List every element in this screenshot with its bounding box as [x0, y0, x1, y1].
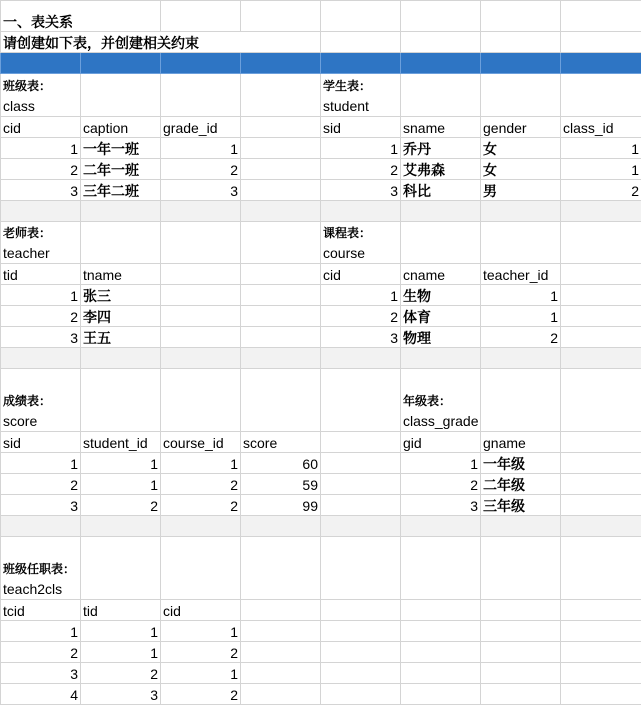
data-cell[interactable]: 99 — [241, 495, 321, 516]
caption-en: student — [323, 96, 398, 116]
data-cell[interactable]: 科比 — [401, 180, 481, 201]
data-cell[interactable]: 1 — [161, 663, 241, 684]
data-cell[interactable]: 男 — [481, 180, 561, 201]
cell[interactable] — [241, 684, 321, 705]
cell[interactable] — [561, 369, 641, 432]
cell[interactable] — [561, 222, 641, 264]
cell[interactable] — [241, 117, 321, 138]
caption-cn: 年级表： — [403, 391, 478, 411]
header-cell[interactable]: tid — [81, 600, 161, 621]
data-cell[interactable]: 1 — [161, 138, 241, 159]
data-cell[interactable]: 2 — [161, 159, 241, 180]
header-cell[interactable]: tid — [1, 264, 81, 285]
data-cell[interactable]: 1 — [161, 621, 241, 642]
cell[interactable] — [321, 684, 401, 705]
cell[interactable] — [241, 516, 321, 537]
header-cell[interactable]: grade_id — [161, 117, 241, 138]
cell[interactable] — [161, 74, 241, 117]
cell[interactable] — [481, 369, 561, 432]
blue-band-cell — [161, 53, 241, 74]
blue-band-cell — [321, 53, 401, 74]
cell[interactable] — [561, 516, 641, 537]
data-cell[interactable]: 1 — [81, 474, 161, 495]
cell[interactable] — [401, 348, 481, 369]
header-cell[interactable]: course_id — [161, 432, 241, 453]
cell[interactable] — [401, 1, 481, 32]
data-cell[interactable]: 2 — [561, 180, 641, 201]
cell[interactable] — [81, 516, 161, 537]
data-cell[interactable]: 1 — [81, 621, 161, 642]
data-cell[interactable]: 1 — [1, 621, 81, 642]
cell[interactable] — [561, 537, 641, 600]
data-cell[interactable]: 1 — [81, 453, 161, 474]
data-cell[interactable]: 3 — [1, 180, 81, 201]
data-cell[interactable]: 2 — [321, 306, 401, 327]
data-cell[interactable]: 乔丹 — [401, 138, 481, 159]
data-cell[interactable]: 1 — [561, 138, 641, 159]
header-cell[interactable]: caption — [81, 117, 161, 138]
cell[interactable] — [561, 201, 641, 222]
cell[interactable] — [241, 180, 321, 201]
data-cell[interactable]: 2 — [161, 495, 241, 516]
caption-en: score — [3, 411, 78, 431]
data-cell[interactable]: 1 — [1, 285, 81, 306]
cell[interactable] — [321, 369, 401, 432]
course-table-caption — [321, 222, 401, 264]
cell[interactable] — [561, 74, 641, 117]
caption-en: teacher — [3, 243, 78, 263]
cell[interactable] — [161, 264, 241, 285]
data-cell[interactable]: 3 — [1, 327, 81, 348]
caption-cn: 成绩表： — [3, 391, 78, 411]
blue-band-cell — [81, 53, 161, 74]
cell[interactable] — [561, 495, 641, 516]
cell[interactable] — [321, 495, 401, 516]
cell[interactable] — [1, 516, 81, 537]
cell[interactable] — [241, 74, 321, 117]
cell[interactable] — [401, 537, 481, 600]
header-cell[interactable]: teacher_id — [481, 264, 561, 285]
cell[interactable] — [241, 642, 321, 663]
blue-band-cell — [1, 53, 81, 74]
cell[interactable] — [561, 32, 641, 53]
cell[interactable] — [241, 306, 321, 327]
data-cell[interactable]: 女 — [481, 138, 561, 159]
cell[interactable] — [401, 74, 481, 117]
header-cell[interactable]: tname — [81, 264, 161, 285]
cell[interactable] — [81, 369, 161, 432]
grade-table-caption — [401, 369, 481, 432]
header-cell[interactable]: class_id — [561, 117, 641, 138]
data-cell[interactable]: 生物 — [401, 285, 481, 306]
caption-cn: 老师表： — [3, 223, 78, 243]
blue-band-cell — [561, 53, 641, 74]
header-cell[interactable]: gender — [481, 117, 561, 138]
cell[interactable] — [561, 453, 641, 474]
header-cell[interactable]: tcid — [1, 600, 81, 621]
cell[interactable] — [561, 306, 641, 327]
cell[interactable] — [161, 1, 241, 32]
data-cell[interactable]: 1 — [1, 453, 81, 474]
data-cell[interactable]: 1 — [161, 453, 241, 474]
data-cell[interactable]: 3 — [321, 180, 401, 201]
header-cell[interactable]: sname — [401, 117, 481, 138]
score-table-caption — [1, 369, 81, 432]
data-cell[interactable]: 三年二班 — [81, 180, 161, 201]
data-cell[interactable]: 1 — [401, 453, 481, 474]
cell[interactable] — [401, 201, 481, 222]
cell[interactable] — [321, 516, 401, 537]
data-cell[interactable]: 1 — [481, 285, 561, 306]
blue-band-cell — [241, 53, 321, 74]
data-cell[interactable]: 2 — [1, 474, 81, 495]
cell[interactable] — [321, 642, 401, 663]
cell[interactable] — [561, 642, 641, 663]
data-cell[interactable]: 艾弗森 — [401, 159, 481, 180]
student-table-caption — [321, 74, 401, 117]
data-cell[interactable]: 2 — [1, 642, 81, 663]
data-cell[interactable]: 李四 — [81, 306, 161, 327]
cell[interactable] — [401, 600, 481, 621]
cell[interactable] — [81, 74, 161, 117]
header-cell[interactable]: cname — [401, 264, 481, 285]
cell[interactable] — [481, 32, 561, 53]
data-cell[interactable]: 2 — [1, 306, 81, 327]
data-cell[interactable]: 女 — [481, 159, 561, 180]
cell[interactable] — [561, 474, 641, 495]
cell[interactable] — [241, 369, 321, 432]
cell[interactable] — [561, 348, 641, 369]
data-cell[interactable]: 2 — [161, 642, 241, 663]
cell[interactable] — [241, 537, 321, 600]
data-cell[interactable]: 1 — [561, 159, 641, 180]
cell[interactable] — [161, 306, 241, 327]
data-cell[interactable]: 物理 — [401, 327, 481, 348]
caption-cn: 课程表： — [323, 223, 398, 243]
data-cell[interactable]: 60 — [241, 453, 321, 474]
caption-cn: 班级任职表： — [3, 559, 78, 579]
data-cell[interactable]: 3 — [1, 663, 81, 684]
data-cell[interactable]: 2 — [321, 159, 401, 180]
data-cell[interactable]: 2 — [401, 474, 481, 495]
cell[interactable] — [321, 32, 401, 53]
cell[interactable] — [1, 201, 81, 222]
cell[interactable] — [161, 222, 241, 264]
cell[interactable] — [321, 432, 401, 453]
cell[interactable] — [241, 327, 321, 348]
caption-en: course — [323, 243, 398, 263]
cell[interactable] — [241, 348, 321, 369]
header-cell[interactable]: cid — [1, 117, 81, 138]
cell[interactable] — [161, 285, 241, 306]
cell[interactable] — [321, 600, 401, 621]
cell[interactable] — [81, 201, 161, 222]
data-cell[interactable]: 1 — [321, 138, 401, 159]
page-title: 一、表关系 — [1, 1, 161, 32]
data-cell[interactable]: 2 — [161, 684, 241, 705]
cell[interactable] — [81, 537, 161, 600]
cell[interactable] — [481, 684, 561, 705]
data-cell[interactable]: 1 — [481, 306, 561, 327]
data-cell[interactable]: 3 — [1, 495, 81, 516]
cell[interactable] — [241, 285, 321, 306]
cell[interactable] — [1, 348, 81, 369]
cell[interactable] — [321, 474, 401, 495]
data-cell[interactable]: 一年一班 — [81, 138, 161, 159]
cell[interactable] — [401, 663, 481, 684]
header-cell[interactable]: gname — [481, 432, 561, 453]
cell[interactable] — [161, 516, 241, 537]
cell[interactable] — [401, 684, 481, 705]
cell[interactable] — [481, 600, 561, 621]
caption-cn: 班级表： — [3, 76, 78, 96]
cell[interactable] — [241, 1, 321, 32]
data-cell[interactable]: 三年级 — [481, 495, 561, 516]
cell[interactable] — [321, 348, 401, 369]
data-cell[interactable]: 王五 — [81, 327, 161, 348]
data-cell[interactable]: 3 — [161, 180, 241, 201]
cell[interactable] — [241, 138, 321, 159]
class-table-caption — [1, 74, 81, 117]
cell[interactable] — [241, 222, 321, 264]
caption-en: class — [3, 96, 78, 116]
data-cell[interactable]: 一年级 — [481, 453, 561, 474]
cell[interactable] — [561, 285, 641, 306]
cell[interactable] — [481, 621, 561, 642]
cell[interactable] — [401, 642, 481, 663]
cell[interactable] — [161, 201, 241, 222]
data-cell[interactable]: 59 — [241, 474, 321, 495]
cell[interactable] — [401, 222, 481, 264]
cell[interactable] — [561, 600, 641, 621]
cell[interactable] — [321, 1, 401, 32]
teacher-table-caption — [1, 222, 81, 264]
data-cell[interactable]: 2 — [81, 663, 161, 684]
cell[interactable] — [241, 264, 321, 285]
cell[interactable] — [481, 537, 561, 600]
cell[interactable] — [401, 621, 481, 642]
cell[interactable] — [481, 201, 561, 222]
cell[interactable] — [561, 1, 641, 32]
blue-band-cell — [401, 53, 481, 74]
data-cell[interactable]: 1 — [1, 138, 81, 159]
subtitle: 请创建如下表，并创建相关约束 — [1, 32, 321, 53]
header-cell[interactable]: sid — [1, 432, 81, 453]
cell[interactable] — [81, 348, 161, 369]
data-cell[interactable]: 2 — [481, 327, 561, 348]
data-cell[interactable]: 二年级 — [481, 474, 561, 495]
cell[interactable] — [241, 600, 321, 621]
data-cell[interactable]: 2 — [1, 159, 81, 180]
header-cell[interactable]: gid — [401, 432, 481, 453]
data-cell[interactable]: 3 — [81, 684, 161, 705]
cell[interactable] — [481, 642, 561, 663]
data-cell[interactable]: 3 — [401, 495, 481, 516]
cell[interactable] — [561, 432, 641, 453]
cell[interactable] — [481, 222, 561, 264]
cell[interactable] — [481, 663, 561, 684]
data-cell[interactable]: 1 — [321, 285, 401, 306]
cell[interactable] — [561, 663, 641, 684]
cell[interactable] — [241, 663, 321, 684]
data-cell[interactable]: 4 — [1, 684, 81, 705]
cell[interactable] — [481, 516, 561, 537]
cell[interactable] — [321, 621, 401, 642]
header-cell[interactable]: sid — [321, 117, 401, 138]
data-cell[interactable]: 2 — [81, 495, 161, 516]
header-cell[interactable]: student_id — [81, 432, 161, 453]
cell[interactable] — [161, 369, 241, 432]
cell[interactable] — [481, 348, 561, 369]
caption-en: class_grade — [403, 411, 478, 431]
cell[interactable] — [481, 74, 561, 117]
header-cell[interactable]: score — [241, 432, 321, 453]
teach2cls-table-caption — [1, 537, 81, 600]
cell[interactable] — [561, 684, 641, 705]
cell[interactable] — [401, 516, 481, 537]
cell[interactable] — [321, 453, 401, 474]
cell[interactable] — [561, 621, 641, 642]
cell[interactable] — [321, 663, 401, 684]
cell[interactable] — [321, 201, 401, 222]
cell[interactable] — [321, 537, 401, 600]
caption-en: teach2cls — [3, 579, 78, 599]
caption-cn: 学生表： — [323, 76, 398, 96]
cell[interactable] — [561, 264, 641, 285]
cell[interactable] — [241, 621, 321, 642]
data-cell[interactable]: 2 — [161, 474, 241, 495]
header-cell[interactable]: cid — [161, 600, 241, 621]
cell[interactable] — [401, 32, 481, 53]
cell[interactable] — [241, 159, 321, 180]
header-cell[interactable]: cid — [321, 264, 401, 285]
data-cell[interactable]: 1 — [81, 642, 161, 663]
cell[interactable] — [161, 537, 241, 600]
cell[interactable] — [161, 327, 241, 348]
cell[interactable] — [241, 201, 321, 222]
cell[interactable] — [81, 222, 161, 264]
cell[interactable] — [481, 1, 561, 32]
data-cell[interactable]: 3 — [321, 327, 401, 348]
cell[interactable] — [161, 348, 241, 369]
blue-band-cell — [481, 53, 561, 74]
cell[interactable] — [561, 327, 641, 348]
data-cell[interactable]: 张三 — [81, 285, 161, 306]
data-cell[interactable]: 体育 — [401, 306, 481, 327]
data-cell[interactable]: 二年一班 — [81, 159, 161, 180]
